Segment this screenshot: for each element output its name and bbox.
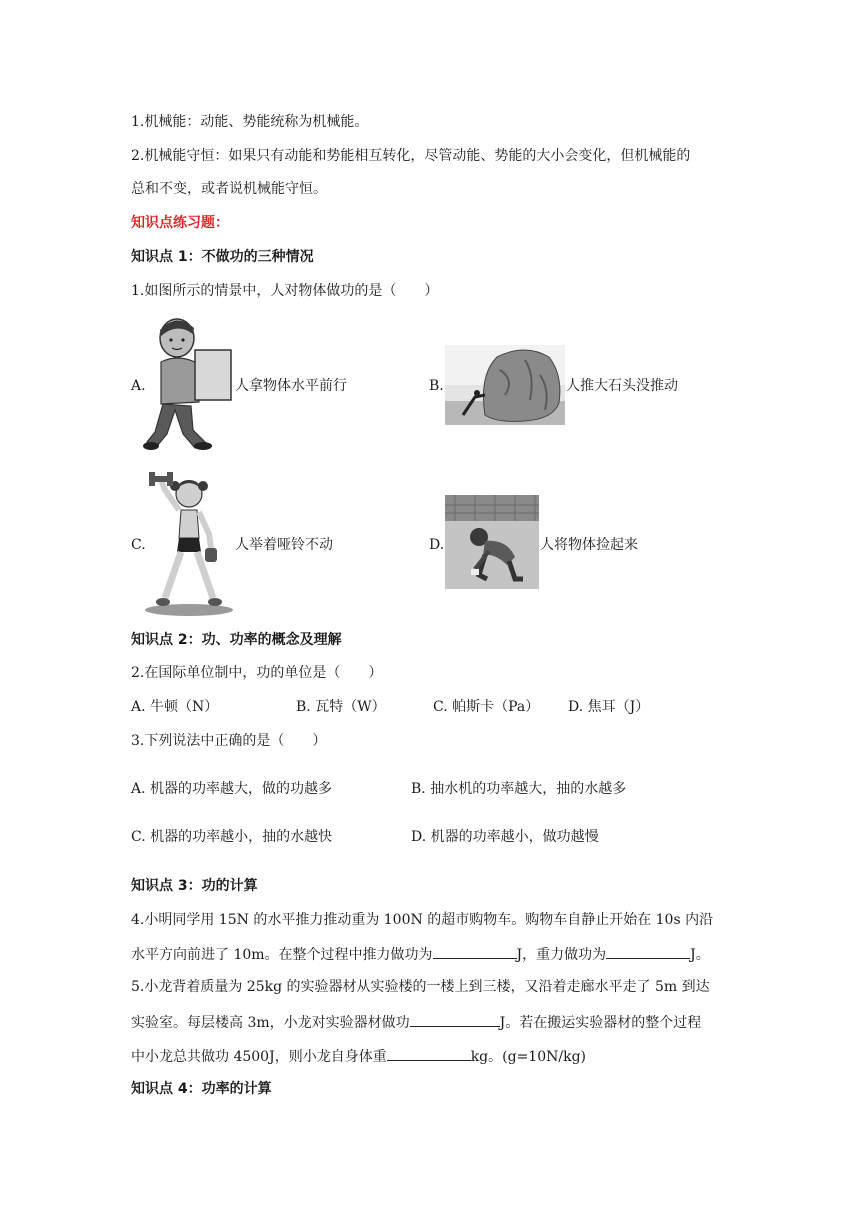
option-d-letter: D.	[429, 537, 445, 553]
option-c-letter: C.	[131, 537, 146, 553]
q2-option-c: C. 帕斯卡（Pa）	[433, 699, 540, 715]
question-5-line-2	[131, 1011, 701, 1033]
intro-line-1: 1.机械能：动能、势能统称为机械能。	[131, 114, 369, 130]
option-b-caption: 人推大石头没推动	[566, 378, 678, 394]
q4-text-a: 水平方向前进了 10m。在整个过程中推力做功为	[131, 947, 433, 963]
option-a-letter: A.	[131, 378, 146, 394]
q4-text-b: J，重力做功为	[516, 947, 607, 963]
kp3-title: 知识点 3：功的计算	[131, 878, 258, 894]
q3-option-b: B. 抽水机的功率越大，抽的水越多	[411, 781, 627, 797]
q5-text-b: J。若在搬运实验器材的整个过程	[499, 1015, 702, 1031]
option-b-letter: B.	[429, 378, 444, 394]
question-1: 1.如图所示的情景中，人对物体做功的是（ ）	[131, 283, 439, 299]
q2-option-b: B. 瓦特（W）	[296, 699, 386, 715]
intro-line-3: 总和不变，或者说机械能守恒。	[131, 181, 327, 197]
kp4-title: 知识点 4：功率的计算	[131, 1081, 272, 1097]
question-4-line-1: 4.小明同学用 15N 的水平推力推动重为 100N 的超市购物车。购物车自静止开始在 10s 内沿	[131, 912, 714, 928]
q2-option-d: D. 焦耳（J）	[568, 699, 650, 715]
q4-blank-1[interactable]	[433, 943, 517, 959]
kp1-title: 知识点 1：不做功的三种情况	[131, 249, 314, 265]
option-c-caption: 人举着哑铃不动	[235, 537, 333, 553]
q5-text-a: 实验室。每层楼高 3m，小龙对实验器材做功	[131, 1015, 410, 1031]
woman-holding-dumbbell-image	[143, 470, 235, 618]
question-5-line-1: 5.小龙背着质量为 25kg 的实验器材从实验楼的一楼上到三楼，又沿着走廊水平走了 5m 到达	[131, 979, 710, 995]
q5-text-c: 中小龙总共做功 4500J，则小龙自身体重	[131, 1049, 387, 1065]
man-pushing-rock-image	[445, 345, 565, 425]
q5-blank-1[interactable]	[410, 1011, 500, 1027]
q2-option-a: A. 牛顿（N）	[131, 699, 219, 715]
option-d-caption: 人将物体捡起来	[540, 537, 638, 553]
q4-blank-2[interactable]	[606, 943, 690, 959]
q3-option-a: A. 机器的功率越大，做的功越多	[131, 781, 333, 797]
question-4-line-2	[131, 943, 710, 965]
option-a-caption: 人拿物体水平前行	[235, 378, 347, 394]
question-2: 2.在国际单位制中，功的单位是（ ）	[131, 665, 383, 681]
q3-option-d: D. 机器的功率越小，做功越慢	[411, 829, 599, 845]
q5-blank-2[interactable]	[387, 1045, 471, 1061]
q5-text-d: kg。(g=10N/kg)	[470, 1049, 586, 1065]
section-title: 知识点练习题：	[131, 215, 229, 231]
q4-text-c: J。	[690, 947, 710, 963]
question-3: 3.下列说法中正确的是（ ）	[131, 733, 327, 749]
kp2-title: 知识点 2：功、功率的概念及理解	[131, 632, 342, 648]
intro-line-2: 2.机械能守恒：如果只有动能和势能相互转化，尽管动能、势能的大小会变化，但机械能的	[131, 148, 691, 164]
man-carrying-box-image	[143, 314, 235, 460]
q3-option-c: C. 机器的功率越小，抽的水越快	[131, 829, 333, 845]
boy-picking-up-object-image	[445, 495, 539, 589]
question-5-line-3	[131, 1045, 586, 1067]
